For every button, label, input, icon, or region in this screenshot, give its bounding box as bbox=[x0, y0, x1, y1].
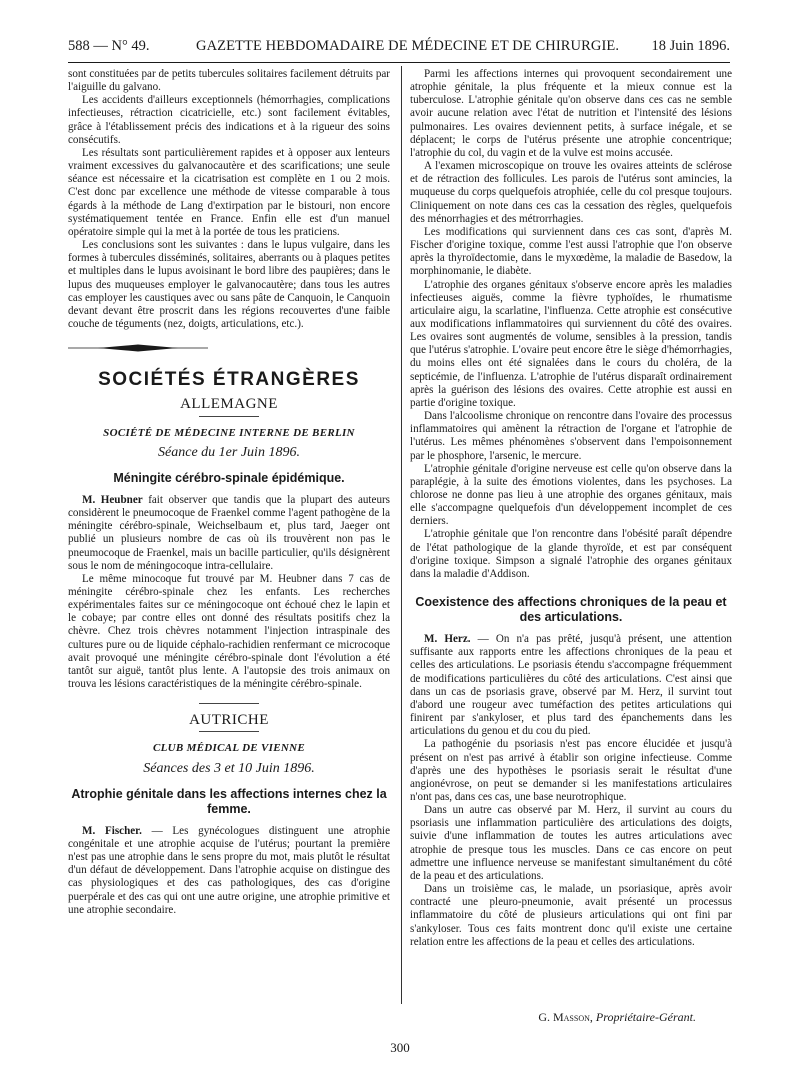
page-issue-number: 588 — N° 49. bbox=[68, 38, 150, 54]
left-column bbox=[68, 68, 390, 917]
article-title: Atrophie génitale dans les affections internes chez la femme. bbox=[71, 786, 387, 816]
article-title: Méningite cérébro-spinale épidémique. bbox=[113, 470, 345, 485]
session-date: Séances des 3 et 10 Juin 1896. bbox=[143, 760, 315, 776]
paragraph: La pathogénie du psoriasis n'est pas encore élucidée et jusqu'à présent on n'est pas arrivé à établir son origine infectieuse. Comme d'après une des hypothèses le psoriasis serait le résultat d'une angionévrose, on peut se demander si les manifestations articulaires n'ont pas, dans ces cas, une base neurotrophique. bbox=[410, 738, 732, 803]
running-header bbox=[68, 38, 730, 58]
paragraph: Les accidents d'ailleurs exceptionnels (hémorrhagies, complications infectieuses, rétraction cicatricielle, etc.) sont facilement évitables, grâce à l'établissement précis des indications et à la rigueur des soins consécutifs. bbox=[68, 94, 390, 146]
paragraph: Parmi les affections internes qui provoquent secondairement une atrophie génitale, la plus fréquente et la mieux connue est la tuberculose. L'atrophie génitale qu'on observe dans ces cas ne semble avoir aucune relation avec l'état de nutrition et l'intensité des lésions pulmonaires. Les ovaires deviennent petits, à surface inégale, et se déplacent; le corps de l'utérus présente une atrophie concentrique; l'atrophie du col, du vagin et de la vulve est moins accusée. bbox=[410, 68, 732, 159]
section-ornament bbox=[68, 343, 208, 353]
author-name: M. Heubner bbox=[82, 493, 143, 506]
paragraph: A l'examen microscopique on trouve les ovaires atteints de sclérose et de rétraction des follicules. Les parois de l'utérus sont amincies, la muqueuse du corps quelquefois atrophiée, celle du col presque toujours. Cliniquement on note dans ces cas la cessation des règles, quelquefois des ménorrhagies et des métrorrhagies. bbox=[410, 160, 732, 225]
paragraph: L'atrophie génitale que l'on rencontre dans l'obésité paraît dépendre de l'état pathologique de la glande thyroïde, et est par conséquent d'origine toxique. Simpson a signalé l'atrophie des organes génitaux dans la maladie d'Addison. bbox=[410, 528, 732, 580]
country-heading: AUTRICHE bbox=[189, 712, 269, 729]
section-title: SOCIÉTÉS ÉTRANGÈRES bbox=[98, 369, 360, 391]
paragraph: L'atrophie des organes génitaux s'observe encore après les maladies infectieuses aiguës, comme la fièvre typhoïdes, le rhumatisme articulaire aigu, la scarlatine, l'influenza. Cette atrophie est consécutive aux modifications inflammatoires qui surviennent du côté des ovaires. Les ovaires sont augmentés de volume, sensibles à la pression, tandis que l'utérus s'atrophie. L'ovaire peut encore être le siège d'hémorrhagies, du moins elles ont été signalées dans le cours du choléra, de la septicémie, de l'influenza. L'atrophie de l'utérus disparaît ordinairement après la guérison des lésions des ovaires. Cette atrophie est aussi en partie d'origine toxique. bbox=[410, 278, 732, 409]
paragraph bbox=[68, 825, 390, 917]
column-divider bbox=[401, 66, 402, 1004]
society-name: CLUB MÉDICAL DE VIENNE bbox=[153, 742, 305, 755]
header-rule bbox=[68, 62, 730, 63]
divider bbox=[199, 703, 259, 704]
journal-title: GAZETTE HEBDOMADAIRE DE MÉDECINE ET DE CHIRURGIE. bbox=[196, 38, 620, 54]
paragraph: L'atrophie génitale d'origine nerveuse est celle qu'on observe dans la paraplégie, à la suite des émotions violentes, dans les psychoses. La chlorose ne donne pas lieu à une atrophie des organes génitaux, mais elle s'accompagne quelquefois d'un développement incomplet de ces derniers. bbox=[410, 462, 732, 528]
paragraph: sont constituées par de petits tubercules solitaires facilement détruits par l'aiguille du galvano. bbox=[68, 68, 390, 94]
right-column bbox=[410, 68, 732, 949]
paragraph: Les modifications qui surviennent dans ces cas sont, d'après M. Fischer d'origine toxique, comme l'est aussi l'atrophie que l'on observe après la thyroïdectomie, dans le myxœdème, la maladie de Basedow, la morphinomanie, le diabète. bbox=[410, 225, 732, 278]
paragraph-text: fait observer que tandis que la plupart des auteurs considèrent le pneumocoque de Fraenkel comme l'agent pathogène de la méningite cérébro-spinale, Weichselbaum et, plus tard, Jaeger ont publié un plusieurs nombre de cas où ils trouvèrent non pas le pneumocoque de Fraenkel, mais un bacille particulier, qu'ils désignèrent sous le nom de méningocoque intra-cellulaire. bbox=[68, 493, 391, 572]
publisher-signature bbox=[410, 1010, 696, 1025]
publisher-name: G. Masson, bbox=[538, 1010, 593, 1024]
paragraph: Dans un autre cas observé par M. Herz, il survint au cours du psoriasis une inflammation particulière des articulations des doigts, suivie d'une inflammation de toutes les autres articulations avec atrophie de presque tous les muscles. Dans ce cas encore on peut admettre une influence nerveuse se manifestant simultanément du côté de la peau et des articulations. bbox=[410, 804, 732, 882]
paragraph: Le même minocoque fut trouvé par M. Heubner dans 7 cas de méningite cérébro-spinale chez les enfants. Les recherches expérimentales faites sur ce méningocoque ont échoué chez le lapin et le cobaye; par contre elles ont donné des résultats positifs chez la chèvre. Chez trois chèvres notamment l'injection intraspinale des cultures pure ou de liquide céphalo-rachidien renfermant ce microcoque avait provoqué une méningite cérébro-spinale dont l'évolution a été tantôt sur aiguë, tantôt plus lente. A l'autopsie des trois animaux on trouva les lésions caractéristiques de la méningite cérébro-spinale. bbox=[68, 572, 390, 691]
article-title: Coexistence des affections chroniques de la peau et des articulations. bbox=[415, 595, 727, 625]
issue-date: 18 Juin 1896. bbox=[651, 38, 730, 54]
divider bbox=[199, 416, 259, 417]
society-name: SOCIÉTÉ DE MÉDECINE INTERNE DE BERLIN bbox=[103, 426, 355, 439]
divider bbox=[199, 731, 259, 732]
paragraph-text: — On n'a pas prêté, jusqu'à présent, une attention suffisante aux rapports entre les affections chroniques de la peau et celles des articulations. Le psoriasis étendu s'accompagne fréquemment de modifications particulières du côté des articulations. C'est ainsi que dans un cas de psoriasis grave, observé par M. Herz, il survint tout d'abord une rougeur avec tuméfaction des petites articulations qui finirent par s'ankyloser, et plus tard des épanchements dans les articulations du genou et du cou du pied. bbox=[410, 633, 732, 738]
session-date: Séance du 1er Juin 1896. bbox=[158, 444, 300, 460]
paragraph: Les résultats sont particulièrement rapides et à opposer aux lenteurs vraiment excessives du galvanocautère et des scarifications; une seule séance est nécessaire et la cicatrisation est complète en 1 ou 2 mois. C'est donc par excellence une méthode de vitesse comparable à tous égards à la méthode de Lang d'extirpation par le bistouri, non encore systématiquement tentée en France. Enfin elle est d'un manuel opératoire simple qui la met à la portée de tous les praticiens. bbox=[68, 146, 390, 238]
paragraph bbox=[410, 633, 732, 738]
author-name: M. Fischer. bbox=[82, 824, 142, 837]
paragraph: Les conclusions sont les suivantes : dans le lupus vulgaire, dans les formes à tubercules disséminés, solitaires, aberrants ou à plaques petites et multiples dans le lupus avoisinant le bord libre des paupières; dans le lupus des muqueuses employer le galvanocautère; dans tous les autres cas employer les caustiques avec ou sans pâte de Canquoin, le Canquoin devant devant être proscrit dans les régions recouvertes d'une faible couche de téguments (nez, doigts, articulations, etc.). bbox=[68, 239, 390, 330]
paragraph-text: — Les gynécologues distinguent une atrophie congénitale et une atrophie acquise de l'utérus; pourtant la première n'est pas une atrophie dans le sens propre du mot, mais plutôt le résultat d'un défaut de développement. Dans l'atrophie acquise on distingue des cas physiologiques et des cas pathologiques, des cas d'origine puerpérale et des cas qui ont une autre origine, une atrophie primitive et une atrophie secondaire. bbox=[68, 824, 390, 916]
country-heading: ALLEMAGNE bbox=[180, 396, 278, 413]
publisher-role: Propriétaire-Gérant. bbox=[595, 1010, 696, 1024]
author-name: M. Herz. bbox=[424, 633, 471, 646]
page-folio: 300 bbox=[390, 1040, 410, 1055]
paragraph: Dans un troisième cas, le malade, un psoriasique, après avoir contracté une pleuro-pneumonie, avait présenté un processus inflammatoire du côté de plusieurs articulations qui ont fini par s'ankyloser. Tous ces faits montrent donc qu'il existe une certaine relation entre les affections de la peau et celles des articulations. bbox=[410, 883, 732, 948]
paragraph bbox=[68, 494, 390, 573]
paragraph: Dans l'alcoolisme chronique on rencontre dans l'ovaire des processus inflammatoires qui amènent la rétraction de l'organe et l'atrophie de l'utérus. Les mêmes phénomènes s'observent dans l'empoisonnement par le phosphore, l'arsenic, le mercure. bbox=[410, 410, 732, 462]
